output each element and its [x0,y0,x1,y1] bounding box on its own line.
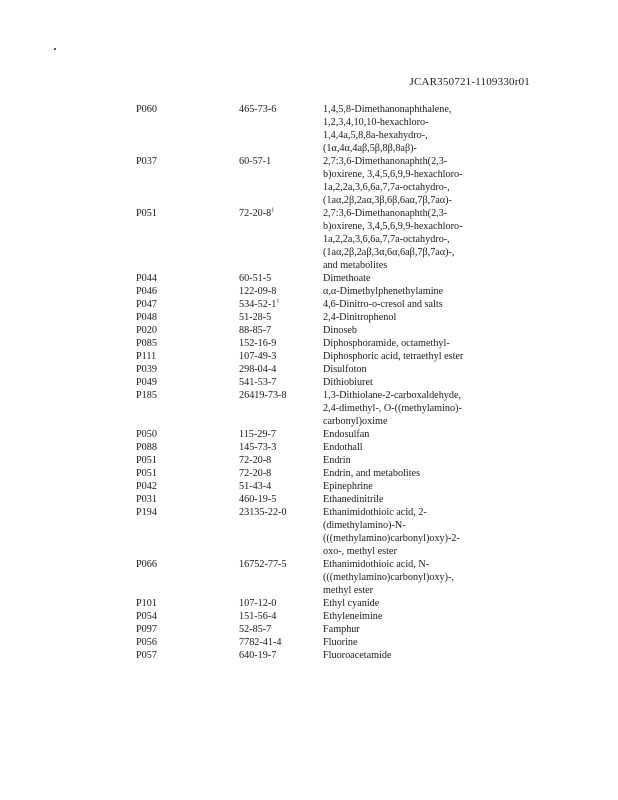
substance-name-line: Endrin [323,455,351,466]
cas-number [239,623,323,636]
waste-code: P057 [136,650,157,661]
substance-name-line: Fluorine [323,637,358,648]
cas-number [239,311,323,324]
cas-number-text: 107-12-0 [239,598,277,609]
waste-code: P031 [136,494,157,505]
substance-name-line: Endrin, and metabolites [323,468,421,479]
table-row [136,376,536,389]
cas-number [239,428,323,441]
substance-name-line: Fluoroacetamide [323,650,392,661]
table-row [136,610,536,623]
cas-number-text: 465-73-6 [239,104,277,115]
substance-name-line: 2,7:3,6-Dimethanonaphth(2,3- [323,156,448,167]
substance-name [323,597,523,610]
scan-speck [54,48,56,50]
substance-name-line: (((methylamino)carbonyl)oxy)-, [323,572,454,583]
substance-name [323,337,523,350]
substance-name [323,480,523,493]
table-row [136,558,536,597]
substance-name-line: Ethyleneimine [323,611,383,622]
substance-name-line: (1aα,2β,2aβ,3α,6α,6aβ,7β,7aα)-, [323,247,455,258]
cas-number-text: 460-19-5 [239,494,277,505]
substance-name [323,493,523,506]
substance-name [323,428,523,441]
substance-name [323,610,523,623]
cas-number-text: 7782-41-4 [239,637,282,648]
waste-code: P060 [136,104,157,115]
cas-number [239,285,323,298]
substance-name-line: 1,2,3,4,10,10-hexachloro- [323,117,429,128]
substance-name-line: b)oxirene, 3,4,5,6,9,9-hexachloro- [323,221,463,232]
table-row [136,311,536,324]
waste-code: P101 [136,598,157,609]
cas-number [239,610,323,623]
cas-number-text: 72-20-8 [239,208,272,219]
waste-code: P050 [136,429,157,440]
substance-name-line: 2,7:3,6-Dimethanonaphth(2,3- [323,208,448,219]
substance-name [323,623,523,636]
substance-name [323,389,523,428]
waste-code: P111 [136,351,157,362]
table-row [136,337,536,350]
table-row [136,350,536,363]
cas-number [239,337,323,350]
cas-number [239,298,323,311]
substance-name-line: carbonyl)oxime [323,416,388,427]
waste-code: P051 [136,455,157,466]
table-row [136,428,536,441]
hazardous-waste-table [136,103,536,662]
table-row [136,207,536,272]
table-row [136,103,536,155]
table-row [136,454,536,467]
substance-name [323,363,523,376]
waste-code: P051 [136,208,157,219]
waste-code: P037 [136,156,157,167]
table-row [136,467,536,480]
table-row [136,285,536,298]
cas-number [239,324,323,337]
table-row [136,506,536,558]
cas-number [239,467,323,480]
table-row [136,636,536,649]
cas-number-text: 26419-73-8 [239,390,287,401]
substance-name [323,298,523,311]
cas-number [239,155,323,168]
cas-number-text: 151-56-4 [239,611,277,622]
substance-name [323,155,523,207]
substance-name [323,311,523,324]
waste-code: P194 [136,507,157,518]
substance-name-line: Endothall [323,442,363,453]
cas-number [239,597,323,610]
substance-name-line: 1a,2,2a,3,6,6a,7,7a-octahydro-, [323,234,450,245]
waste-code: P048 [136,312,157,323]
cas-number [239,389,323,402]
cas-number-text: 541-53-7 [239,377,277,388]
substance-name-line: Diphosphoramide, octamethyl- [323,338,450,349]
waste-code: P039 [136,364,157,375]
cas-number-text: 88-85-7 [239,325,272,336]
substance-name-line: Diphosphoric acid, tetraethyl ester [323,351,464,362]
substance-name-line: 1a,2,2a,3,6,6a,7,7a-octahydro-, [323,182,450,193]
cas-number-text: 107-49-3 [239,351,277,362]
substance-name-line: and metabolites [323,260,388,271]
substance-name [323,467,523,480]
table-row [136,324,536,337]
substance-name-line: (1aα,2β,2aα,3β,6β,6aα,7β,7aα)- [323,195,452,206]
table-row [136,298,536,311]
cas-number-text: 640-19-7 [239,650,277,661]
document-id: JCAR350721-1109330r01 [409,76,530,88]
cas-number [239,558,323,571]
cas-number-text: 115-29-7 [239,429,276,440]
substance-name-line: Famphur [323,624,360,635]
cas-number [239,441,323,454]
table-row [136,389,536,428]
substance-name [323,103,523,155]
cas-number-text: 60-51-5 [239,273,272,284]
cas-number [239,363,323,376]
cas-number [239,480,323,493]
footnote-marker: 1 [271,207,275,214]
table-row [136,623,536,636]
substance-name [323,636,523,649]
substance-name [323,376,523,389]
waste-code: P049 [136,377,157,388]
waste-code: P046 [136,286,157,297]
substance-name [323,272,523,285]
substance-name [323,454,523,467]
substance-name-line: 4,6-Dinitro-o-cresol and salts [323,299,443,310]
cas-number [239,272,323,285]
waste-code: P097 [136,624,157,635]
waste-code: P066 [136,559,157,570]
substance-name-line: Ethanimidothioic acid, N- [323,559,430,570]
substance-name-line: Dinoseb [323,325,357,336]
substance-name-line: α,α-Dimethylphenethylamine [323,286,444,297]
cas-number-text: 72-20-8 [239,455,272,466]
cas-number [239,636,323,649]
substance-name-line: (1α,4α,4aβ,5β,8β,8aβ)- [323,143,417,154]
cas-number-text: 145-73-3 [239,442,277,453]
substance-name-line: Dimethoate [323,273,371,284]
substance-name-line: 2,4-dimethyl-, O-((methylamino)- [323,403,462,414]
cas-number [239,103,323,116]
cas-number [239,376,323,389]
cas-number-text: 60-57-1 [239,156,272,167]
substance-name [323,285,523,298]
table-row [136,597,536,610]
waste-code: P056 [136,637,157,648]
cas-number-text: 23135-22-0 [239,507,287,518]
cas-number [239,207,323,220]
table-row [136,441,536,454]
waste-code: P185 [136,390,157,401]
table-row [136,363,536,376]
cas-number-text: 152-16-9 [239,338,277,349]
substance-name-line: 1,4,4a,5,8,8a-hexahydro-, [323,130,428,141]
cas-number-text: 52-85-7 [239,624,272,635]
footnote-marker: 1 [276,298,280,305]
cas-number [239,493,323,506]
cas-number-text: 534-52-1 [239,299,277,310]
substance-name-line: 1,4,5,8-Dimethanonaphthalene, [323,104,452,115]
substance-name [323,649,523,662]
substance-name-line: (((methylamino)carbonyl)oxy)-2- [323,533,460,544]
cas-number-text: 16752-77-5 [239,559,287,570]
substance-name-line: b)oxirene, 3,4,5,6,9,9-hexachloro- [323,169,463,180]
substance-name-line: (dimethylamino)-N- [323,520,406,531]
cas-number-text: 51-43-4 [239,481,272,492]
substance-name [323,558,523,597]
waste-code: P047 [136,299,157,310]
substance-name-line: Ethyl cyanide [323,598,380,609]
waste-code: P044 [136,273,157,284]
table-row [136,493,536,506]
cas-number-text: 72-20-8 [239,468,272,479]
substance-name-line: Epinephrine [323,481,373,492]
cas-number [239,649,323,662]
waste-code: P088 [136,442,157,453]
waste-code: P054 [136,611,157,622]
cas-number [239,506,323,519]
substance-name-line: 2,4-Dinitrophenol [323,312,397,323]
cas-number [239,350,323,363]
waste-code: P051 [136,468,157,479]
substance-name [323,207,523,272]
substance-name-line: methyl ester [323,585,374,596]
waste-code: P085 [136,338,157,349]
substance-name [323,441,523,454]
waste-code: P042 [136,481,157,492]
substance-name [323,506,523,558]
table-row [136,649,536,662]
cas-number-text: 298-04-4 [239,364,277,375]
cas-number-text: 122-09-8 [239,286,277,297]
waste-code: P020 [136,325,157,336]
substance-name-line: Ethanedinitrile [323,494,384,505]
substance-name-line: oxo-, methyl ester [323,546,397,557]
substance-name [323,324,523,337]
table-row [136,272,536,285]
substance-name-line: Endosulfan [323,429,370,440]
table-row [136,155,536,207]
cas-number [239,454,323,467]
substance-name-line: 1,3-Dithiolane-2-carboxaldehyde, [323,390,462,401]
table-row [136,480,536,493]
substance-name-line: Disulfoton [323,364,367,375]
substance-name [323,350,523,363]
cas-number-text: 51-28-5 [239,312,272,323]
substance-name-line: Ethanimidothioic acid, 2- [323,507,427,518]
substance-name-line: Dithiobiuret [323,377,373,388]
